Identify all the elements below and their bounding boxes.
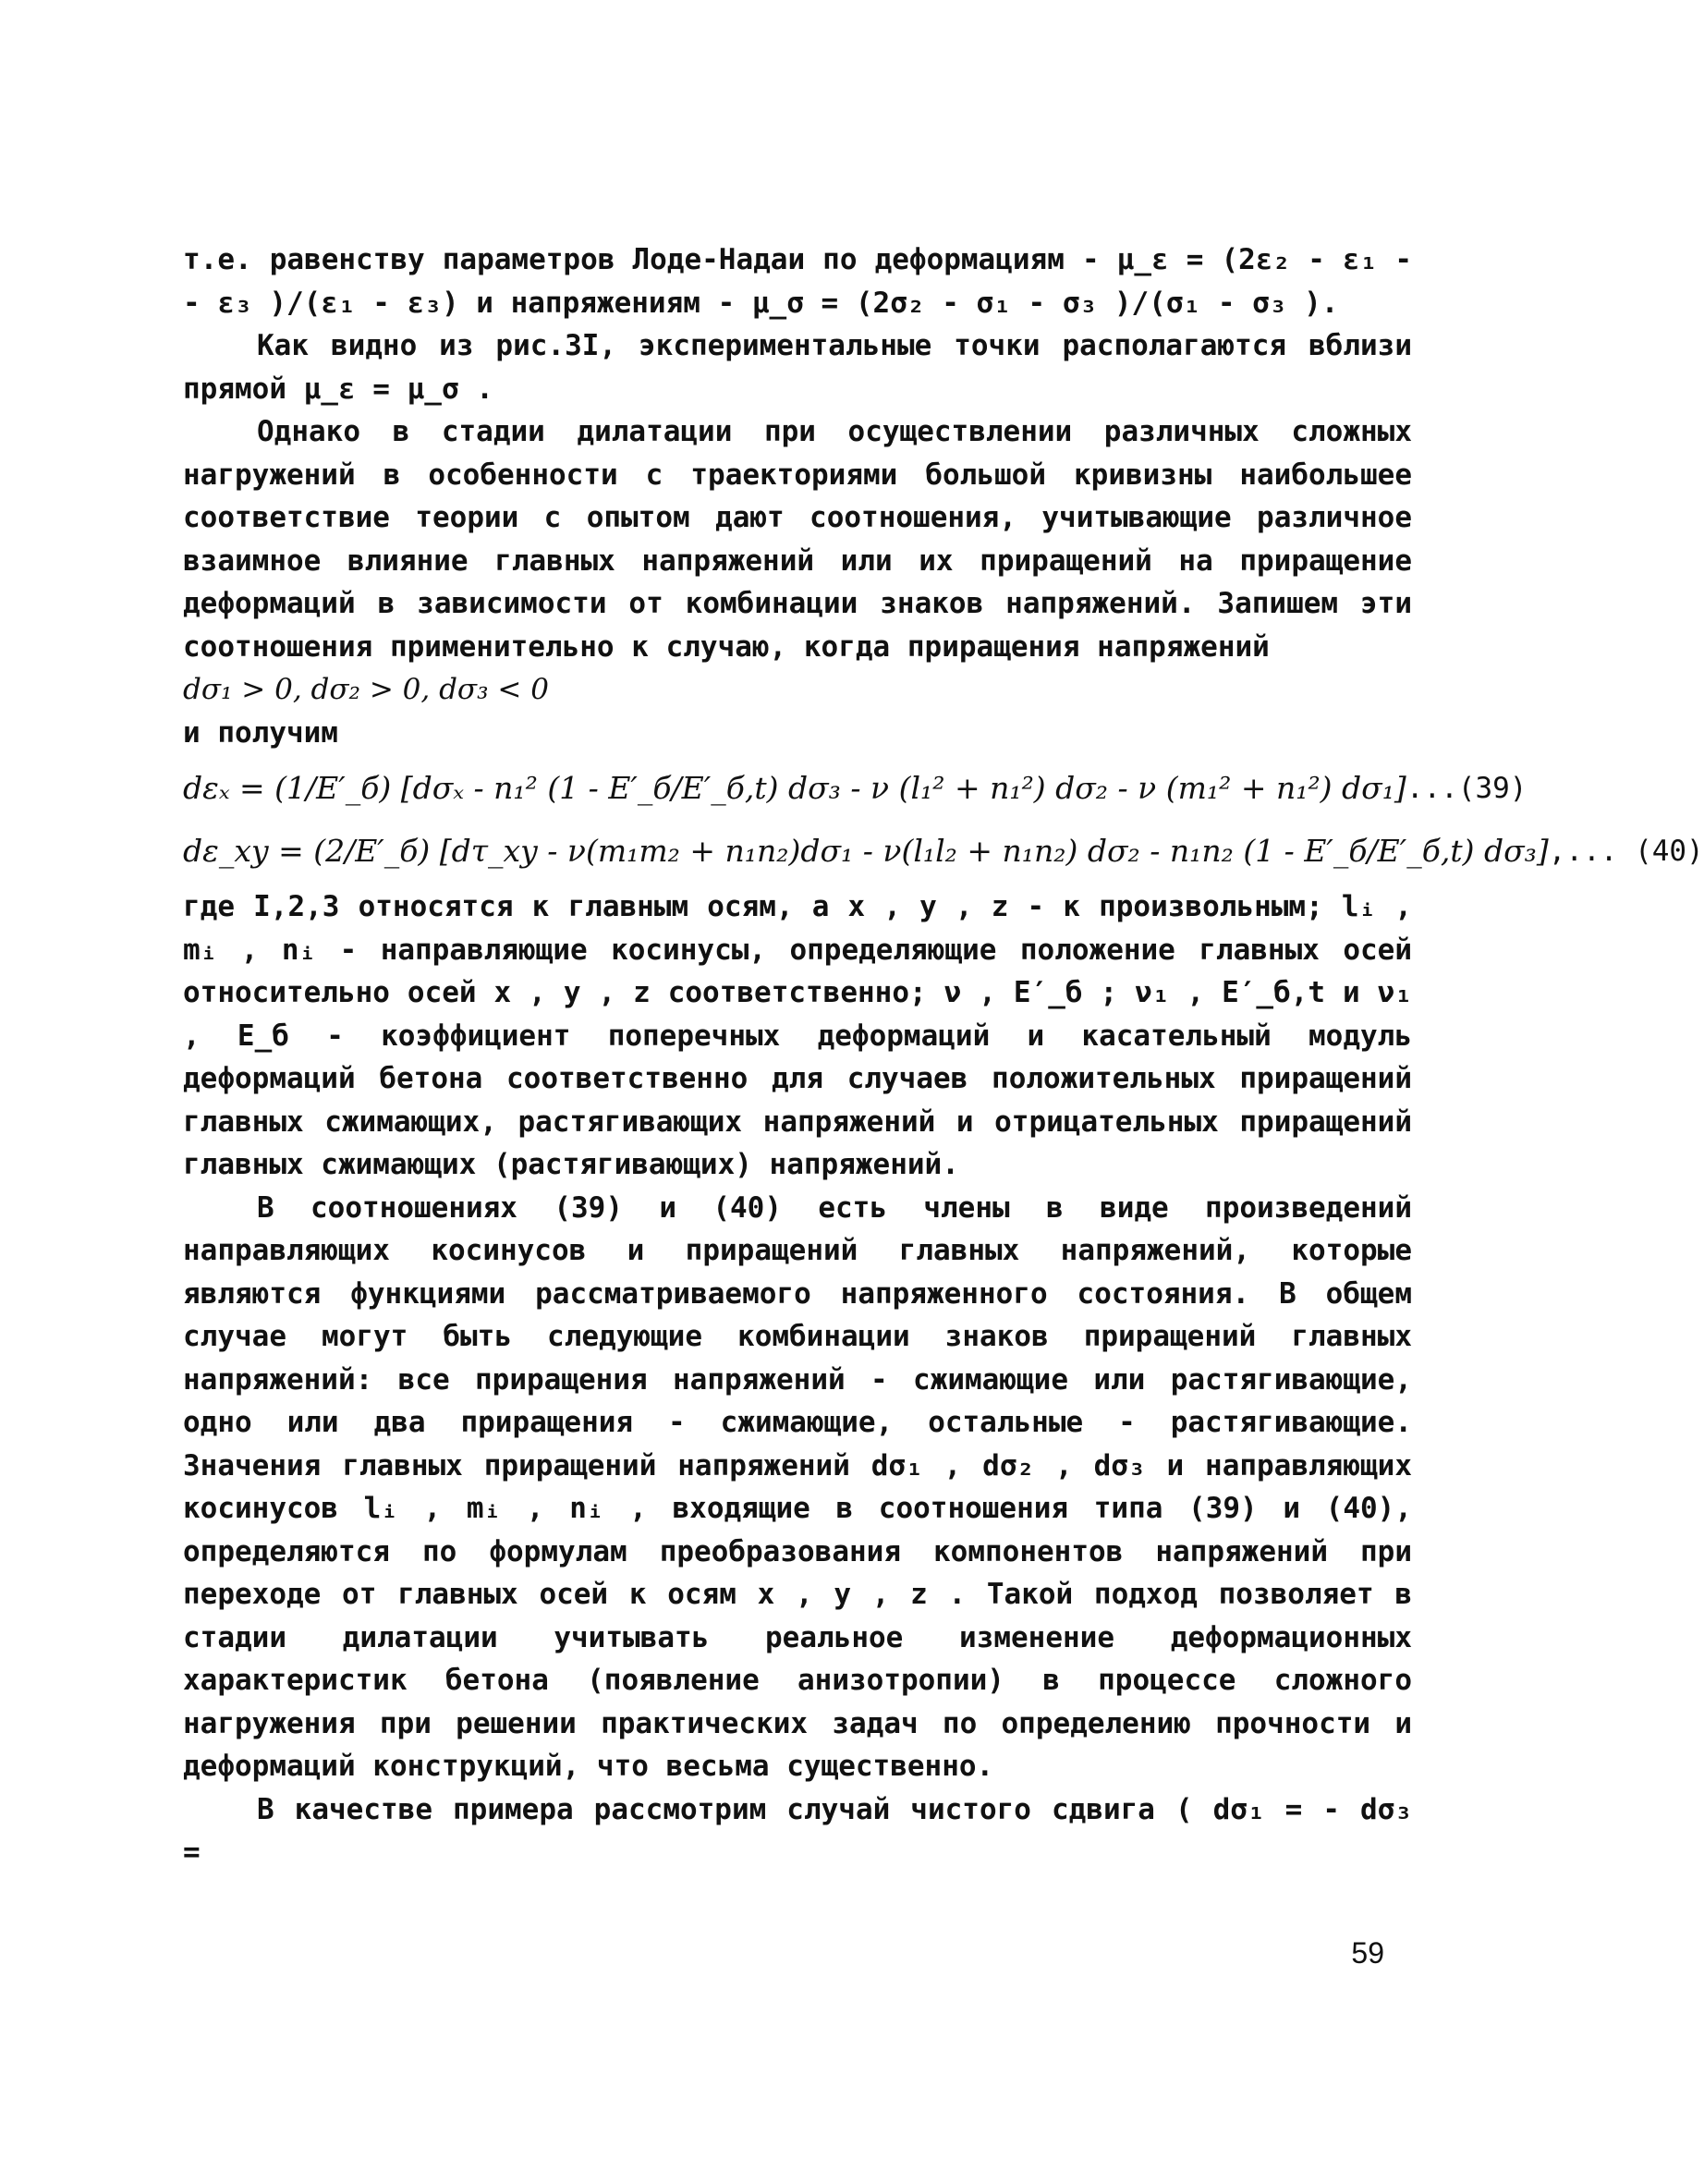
- page-number: 59: [1351, 1936, 1384, 1970]
- equation-40: [183, 823, 1704, 880]
- paragraph-lode-parameters: т.е. равенству параметров Лоде-Надаи по деформациям - μ_ε = (2ε₂ - ε₁ - - ε₃ )/(ε₁ - ε₃) и напряжениям - μ_σ = (2σ₂ - σ₁ - σ₃ )/(σ₁ - σ₃ ).: [183, 243, 1412, 320]
- equation-39: [183, 760, 1528, 817]
- paragraph-and-obtain: и получим: [183, 715, 338, 750]
- equation-39-body: dεₓ = (1/E′_б) [dσₓ - n₁² (1 - E′_б/E′_б,t) dσ₃ - ν (l₁² + n₁²) dσ₂ - ν (m₁² + n₁²) dσ₁]: [183, 770, 1406, 806]
- paragraph-notation: где I,2,3 относятся к главным осям, а x , y , z - к произвольным; lᵢ , mᵢ , nᵢ - направляющие косинусы, определяющие положение главных осей относительно осей x , y , z соответственно; ν , E′_б ; ν₁ , E′_б,t и ν₁ , E_б - коэффициент поперечных деформаций и касательный модуль деформаций бетона соответственно для случаев положительных приращений главных сжимающих, растягивающих напряжений и отрицательных приращений главных сжимающих (растягивающих) напряжений.: [183, 890, 1412, 1181]
- paragraph-figure-reference: Как видно из рис.3I, экспериментальные точки располагаются вблизи прямой μ_ε = μ_σ .: [183, 329, 1412, 406]
- paragraph-pure-shear-example: В качестве примера рассмотрим случай чистого сдвига ( dσ₁ = - dσ₃ =: [183, 1792, 1412, 1869]
- paragraph-sign-combinations: В соотношениях (39) и (40) есть члены в виде произведений направляющих косинусов и приращений главных напряжений, которые являются функциями рассматриваемого напряженного состояния. В общем случае могут быть следующие комбинации знаков приращений главных напряжений: все приращения напряжений - сжимающие или растягивающие, одно или два приращения - сжимающие, остальные - растягивающие. Значения главных приращений напряжений dσ₁ , dσ₂ , dσ₃ и направляющих косинусов lᵢ , mᵢ , nᵢ , входящие в соотношения типа (39) и (40), определяются по формулам преобразования компонентов напряжений при переходе от главных осей к осям x , y , z . Такой подход позволяет в стадии дилатации учитывать реальное изменение деформационных характеристик бетона (появление анизотропии) в процессе сложного нагружения при решении практических задач по определению прочности и деформаций конструкций, что весьма существенно.: [183, 1190, 1412, 1783]
- body-text: [183, 238, 1704, 1874]
- stress-increment-conditions: dσ₁ > 0, dσ₂ > 0, dσ₃ < 0: [183, 673, 549, 706]
- equation-39-number: ...(39): [1406, 772, 1528, 805]
- equation-40-body: dε_xy = (2/E′_б) [dτ_xy - ν(m₁m₂ + n₁n₂)dσ₁ - ν(l₁l₂ + n₁n₂) dσ₂ - n₁n₂ (1 - E′_б/E′_б,t) dσ₃]: [183, 833, 1549, 869]
- paragraph-dilatation-stage: Однако в стадии дилатации при осуществлении различных сложных нагружений в особенности с траекториями большой кривизны наибольшее соответствие теории с опытом дают соотношения, учитывающие различное взаимное влияние главных напряжений или их приращений на приращение деформаций в зависимости от комбинации знаков напряжений. Запишем эти соотношения применительно к случаю, когда приращения напряжений: [183, 415, 1412, 664]
- equation-40-number: ,... (40): [1548, 835, 1704, 868]
